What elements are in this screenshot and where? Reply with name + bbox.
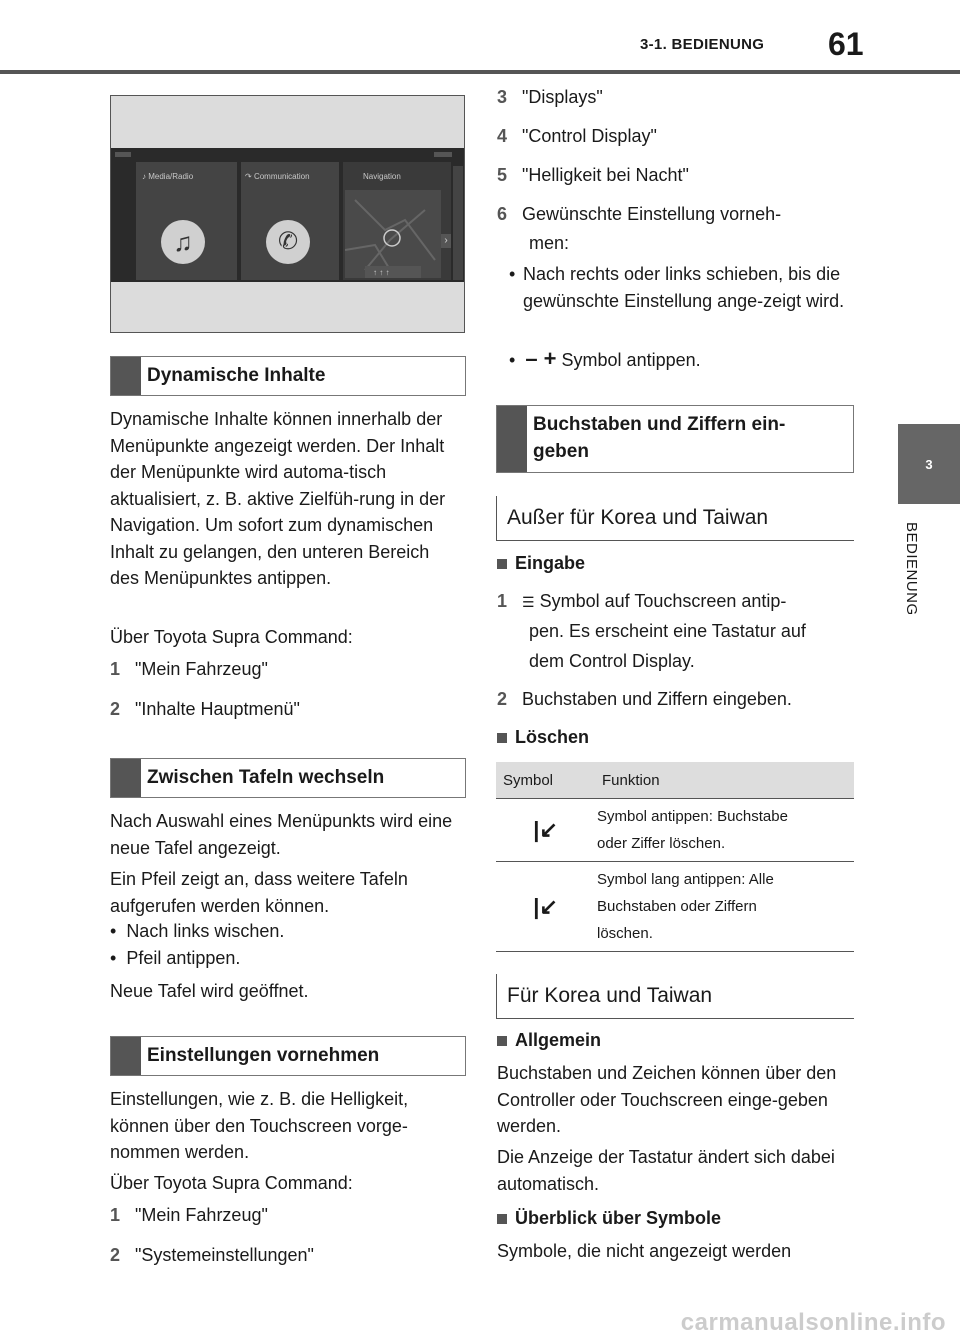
chapter-label: BEDIENUNG [903,522,920,616]
keyboard-touch-icon: ☰ [522,594,535,610]
switch-paragraph-3: Neue Tafel wird geöffnet. [110,981,309,1001]
subheading-except-korea: Außer für Korea und Taiwan [507,506,769,529]
ueberblick-paragraph: Symbole, die nicht angezeigt werden [497,1241,792,1261]
settings-paragraph: Einstellungen, wie z. B. die Helligkeit, können über den Touchscreen vorge-nommen werden. [110,1089,409,1162]
bullet-item: • Pfeil antippen. [110,948,241,968]
section-heading-settings: Einstellungen vornehmen [110,1036,466,1076]
next-arrow-icon[interactable]: › [441,234,451,248]
bullet-item: • – + Symbol antippen. [509,346,701,371]
allgemein-paragraph-1: Buchstaben und Zeichen können über den Controller oder Touchscreen einge-geben werden. [497,1063,837,1136]
dyn-via: Über Toyota Supra Command: [110,627,353,647]
step-item: 6 Gewünschte Einstellung vorneh- [497,204,782,224]
step-item: 1 "Mein Fahrzeug" [110,659,268,679]
step-item: 2 Buchstaben und Ziffern eingeben. [497,689,792,709]
step-item: 1 ☰ Symbol auf Touchscreen antip- [497,591,787,611]
heading-ueberblick: Überblick über Symbole [497,1208,721,1229]
section-heading-dynamic: Dynamische Inhalte [110,356,466,396]
table-header-row [496,762,854,799]
section-heading-letters: Buchstaben und Ziffern ein- geben [496,405,854,473]
tile-communication [241,162,339,280]
step-item: 2 "Systemeinstellungen" [110,1245,314,1265]
tile-navigation [343,162,451,280]
allgemein-paragraph-2: Die Anzeige der Tastatur ändert sich dabei automatisch. [497,1147,835,1194]
backspace-icon: |↙ [496,799,595,862]
section-title: 3-1. BEDIENUNG [640,36,765,53]
display-screenshot [110,95,465,333]
heading-allgemein: Allgemein [497,1030,601,1051]
map-preview [345,190,441,278]
backspace-icon: |↙ [496,862,595,952]
column-header: Symbol [496,762,595,799]
step-item: 2 "Inhalte Hauptmenü" [110,699,300,719]
step-item: 3 "Displays" [497,87,603,107]
bullet-item: • Nach rechts oder links schieben, bis die gewünschte Einstellung ange-zeigt wird. [509,264,845,311]
phone-icon: ↷ [245,172,252,181]
switch-paragraph-2: Ein Pfeil zeigt an, dass weitere Tafeln aufgerufen werden können. [110,869,408,916]
step-continuation: dem Control Display. [529,651,695,671]
section-heading-switch: Zwischen Tafeln wechseln [110,758,466,798]
minus-plus-icon: – + [525,346,557,371]
switch-paragraph-1: Nach Auswahl eines Menüpunkts wird eine neue Tafel angezeigt. [110,811,453,858]
tile-label: ♪ Media/Radio [142,172,194,181]
bullet-item: • Nach links wischen. [110,921,285,941]
subheading-korea: Für Korea und Taiwan [507,984,713,1007]
watermark: carmanualsonline.info [680,1309,946,1336]
chapter-tab: 3 [898,424,960,504]
phone-icon: ✆ [266,220,310,264]
tile-label: Navigation [363,172,401,181]
symbol-table [496,762,854,952]
dyn-paragraph: Dynamische Inhalte können innerhalb der Menüpunkte angezeigt werden. Der Inhalt der Menüpunkte wird automa-tisch aktualisiert, z. B. aktive Zielfüh-rung in der Navigation. Um sofort zum dynamischen Inhalt zu gelangen, den unteren Bereich des Menüpunktes antippen. [110,409,446,588]
tile-media [136,162,237,280]
page-number: 61 [828,26,864,62]
table-row: |↙ Symbol antippen: Buchstabe oder Ziffer löschen. [496,799,854,862]
step-continuation: pen. Es erscheint eine Tastatur auf [529,621,806,641]
tile-label: ↷ Communication [245,172,310,181]
step-item: 1 "Mein Fahrzeug" [110,1205,268,1225]
heading-loeschen: Löschen [497,727,589,748]
music-icon: ♫ [161,220,205,264]
heading-eingabe: Eingabe [497,553,585,574]
settings-via: Über Toyota Supra Command: [110,1173,353,1193]
header-rule [0,70,960,74]
column-header: Funktion [595,762,854,799]
music-icon: ♪ [142,172,146,181]
svg-text:↑ ↑ ↑: ↑ ↑ ↑ [373,268,390,277]
step-item: 4 "Control Display" [497,126,657,146]
display-area [111,148,464,282]
step-continuation: men: [529,233,570,253]
table-row: |↙ Symbol lang antippen: Alle Buchstaben oder Ziffern löschen. [496,862,854,952]
step-item: 5 "Helligkeit bei Nacht" [497,165,689,185]
